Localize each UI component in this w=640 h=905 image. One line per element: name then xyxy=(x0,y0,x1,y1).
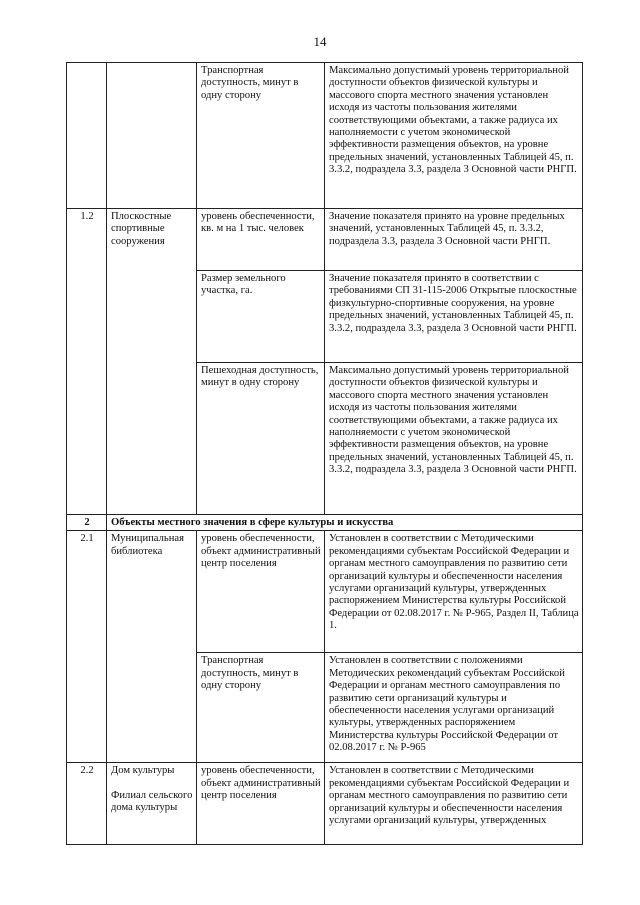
object-name xyxy=(107,763,197,845)
object-name: Плоскостные спортивные сооружения xyxy=(107,209,197,515)
indicator-justification: Установлен в соответствии с положениями Методических рекомендаций субъектам Российской Федерации и органам местного самоуправления по развитию сети организаций культуры и обеспеченности населения услугами организаций культуры, утвержденных распоряжением Министерства культуры Российской Федерации от 02.08.2017 г. № Р-965 xyxy=(325,653,583,763)
section-number: 2 xyxy=(67,515,107,531)
table-row xyxy=(67,63,583,209)
page-number: 14 xyxy=(313,34,327,49)
section-header-row xyxy=(67,515,583,531)
object-name: Муниципальная библиотека xyxy=(107,531,197,763)
indicator-name: Транспортная доступность, минут в одну сторону xyxy=(197,63,325,209)
indicator-justification: Установлен в соответствии с Методическими рекомендациями субъектам Российской Федерации и органам местного самоуправления по развитию сети организаций культуры и обеспеченности населения услугами организаций культуры, утвержденных xyxy=(325,763,583,845)
table-row xyxy=(67,763,583,845)
indicator-justification: Значение показателя принято на уровне предельных значений, установленных Таблицей 45, п. 3.3.2, подраздела 3.3, раздела 3 Основной части РНГП. xyxy=(325,209,583,271)
indicator-name: Размер земельного участка, га. xyxy=(197,271,325,363)
table-row xyxy=(67,209,583,271)
indicator-name: Транспортная доступность, минут в одну сторону xyxy=(197,653,325,763)
object-name-branch: Филиал сельского дома культуры xyxy=(111,789,193,814)
indicator-justification: Максимально допустимый уровень территориальной доступности объектов физической культуры и массового спорта местного значения установлен исходя из частоты пользования жителями соответствующими объектами, а также радиуса их наполняемости с учетом экономической эффективности размещения объектов, на уровне предельных значений, установленных Таблицей 45, п. 3.3.2, подраздела 3.3, раздела 3 Основной части РНГП. xyxy=(325,63,583,209)
object-name-main: Дом культуры xyxy=(111,765,175,777)
row-number: 2.1 xyxy=(67,531,107,763)
indicator-name: уровень обеспеченности, кв. м на 1 тыс. человек xyxy=(197,209,325,271)
object-name xyxy=(107,63,197,209)
indicator-name: Пешеходная доступность, минут в одну сторону xyxy=(197,363,325,515)
standards-table xyxy=(66,62,583,845)
section-title: Объекты местного значения в сфере культуры и искусства xyxy=(107,515,583,531)
indicator-justification: Установлен в соответствии с Методическими рекомендациями субъектам Российской Федерации и органам местного самоуправления по развитию сети организаций культуры и обеспеченности населения услугами организаций культуры, утвержденных распоряжением Министерства культуры Российской Федерации от 02.08.2017 г. № Р-965, Раздел II, Таблица 1. xyxy=(325,531,583,653)
row-number: 1.2 xyxy=(67,209,107,515)
indicator-name: уровень обеспеченности, объект административный центр поселения xyxy=(197,531,325,653)
indicator-justification: Значение показателя принято в соответствии с требованиями СП 31-115-2006 Открытые плоскостные физкультурно-спортивные сооружения, на уровне предельных значений, установленных Таблицей 45, п. 3.3.2, подраздела 3.3, раздела 3 Основной части РНГП. xyxy=(325,271,583,363)
row-number: 2.2 xyxy=(67,763,107,845)
row-number xyxy=(67,63,107,209)
indicator-justification: Максимально допустимый уровень территориальной доступности объектов физической культуры и массового спорта местного значения установлен исходя из частоты пользования жителями соответствующими объектами, а также радиуса их наполняемости с учетом экономической эффективности размещения объектов, на уровне предельных значений, установленных Таблицей 45, п. 3.3.2, подраздела 3.3, раздела 3 Основной части РНГП. xyxy=(325,363,583,515)
table-row xyxy=(67,531,583,653)
indicator-name: уровень обеспеченности, объект административный центр поселения xyxy=(197,763,325,845)
